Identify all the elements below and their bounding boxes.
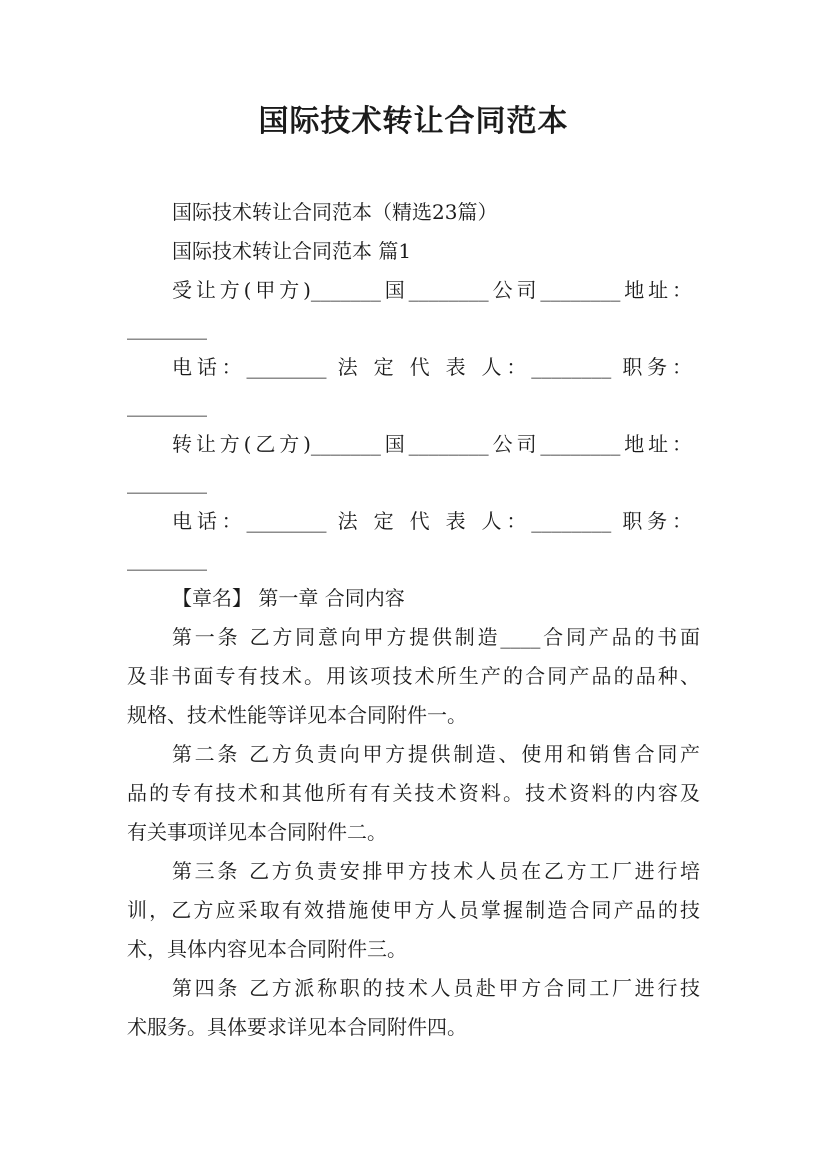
document-title: 国际技术转让合同范本 (258, 104, 569, 139)
clause-line: 术，具体内容见本合同附件三。 (127, 937, 407, 961)
party-b-address-blank: ________ (127, 470, 207, 494)
party-b-line: 转让方(乙方)_______国________公司________地址： (172, 432, 692, 456)
clause-line: 第二条 乙方负责向甲方提供制造、使用和销售合同产 (172, 742, 700, 766)
clause-line: 第一条 乙方同意向甲方提供制造____合同产品的书面 (172, 625, 700, 649)
party-a-position-blank: ________ (127, 393, 207, 417)
document-subtitle: 国际技术转让合同范本（精选23篇） (172, 200, 498, 224)
clause-line: 及非书面专有技术。用该项技术所生产的合同产品的品种、 (127, 664, 700, 688)
clause-line: 第四条 乙方派称职的技术人员赴甲方合同工厂进行技 (172, 976, 700, 1000)
party-b-position-blank: ________ (127, 547, 207, 571)
clause-line: 术服务。具体要求详见本合同附件四。 (127, 1015, 467, 1039)
clause-line: 有关事项详见本合同附件二。 (127, 820, 387, 844)
party-a-address-blank: ________ (127, 316, 207, 340)
clause-line: 品的专有技术和其他所有有关技术资料。技术资料的内容及 (127, 781, 700, 805)
article-heading: 国际技术转让合同范本 篇1 (172, 239, 412, 263)
clause-line: 规格、技术性能等详见本合同附件一。 (127, 703, 467, 727)
clause-line: 第三条 乙方负责安排甲方技术人员在乙方工厂进行培 (172, 859, 700, 883)
party-b-contact-line: 电话：________ 法 定 代 表 人：________ 职务： (172, 509, 692, 533)
party-a-line: 受让方(甲方)_______国________公司________地址： (172, 278, 692, 302)
party-a-contact-line: 电话：________ 法 定 代 表 人：________ 职务： (172, 355, 692, 379)
clause-line: 训，乙方应采取有效措施使甲方人员掌握制造合同产品的技 (127, 898, 700, 922)
chapter-heading: 【章名】 第一章 合同内容 (172, 586, 405, 610)
